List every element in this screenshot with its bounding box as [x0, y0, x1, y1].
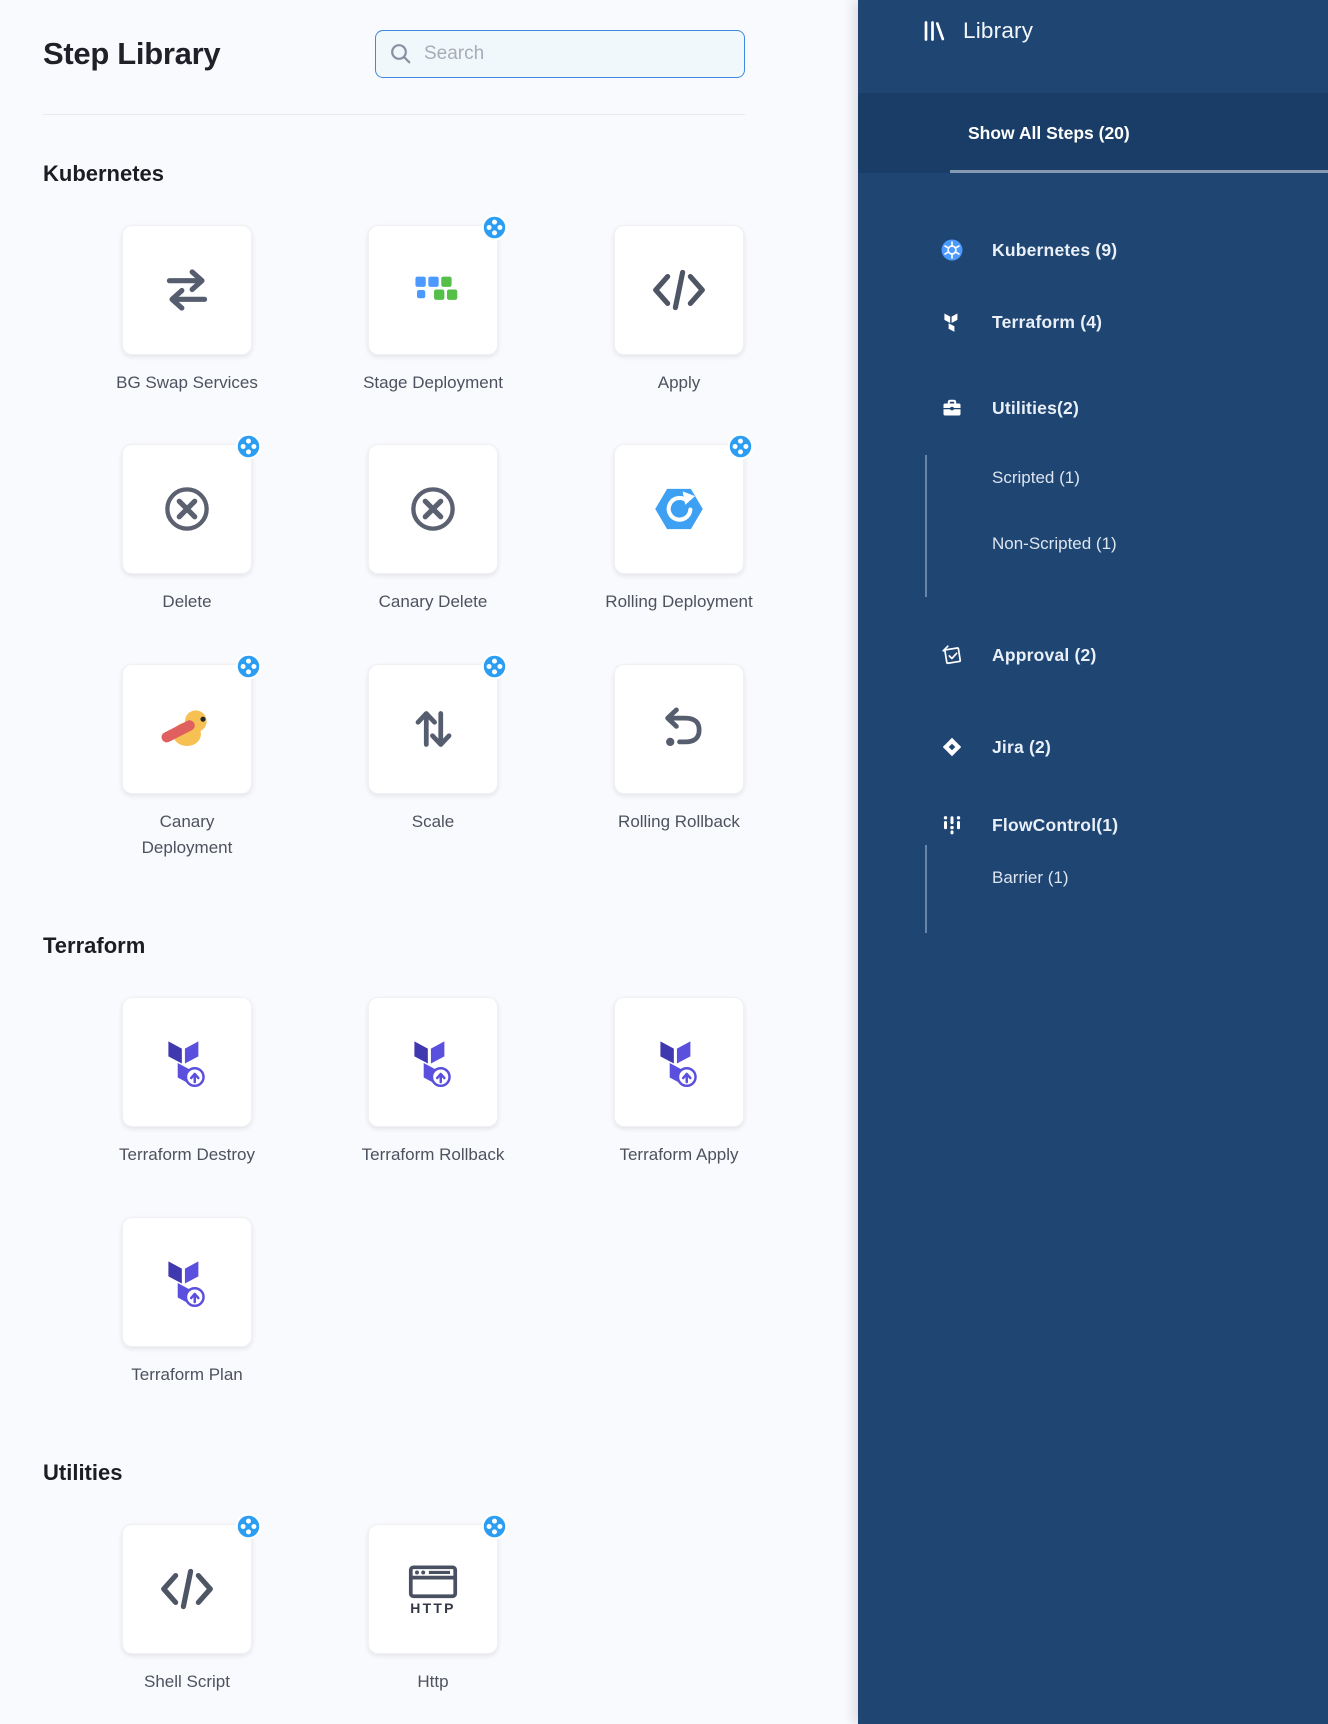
- category-list: [858, 235, 1328, 933]
- step-cell: [310, 225, 556, 396]
- step-cell: [64, 225, 310, 396]
- badge-dots-icon: [235, 653, 262, 680]
- sidebar-category-utilities-2[interactable]: [858, 393, 1328, 423]
- badge-dots-icon: [481, 1513, 508, 1540]
- step-cell: [64, 997, 310, 1168]
- step-card-terraform-rollback[interactable]: [368, 997, 498, 1127]
- step-grid: [64, 997, 858, 1436]
- category-label: Approval (2): [992, 644, 1097, 665]
- terraform-icon: [156, 1031, 218, 1093]
- http-browser-icon: [402, 1558, 464, 1620]
- swap-arrows-icon: [156, 259, 218, 321]
- step-card-shell-script[interactable]: [122, 1524, 252, 1654]
- step-label: Rolling Deployment: [605, 592, 753, 612]
- step-library-header: [43, 30, 745, 78]
- header-divider: [43, 114, 745, 115]
- step-card-terraform-plan[interactable]: [122, 1217, 252, 1347]
- step-card-terraform-destroy[interactable]: [122, 997, 252, 1127]
- section-heading: Utilities: [43, 1460, 123, 1486]
- step-grid: [64, 1524, 858, 1724]
- subcategory-group: [925, 845, 1328, 933]
- section-kubernetes: [43, 161, 858, 909]
- jira-diamond-icon: [940, 735, 964, 759]
- terraform-icon: [648, 1031, 710, 1093]
- step-card-rolling-rollback[interactable]: [614, 664, 744, 794]
- delete-circle-icon: [402, 478, 464, 540]
- step-label: Terraform Apply: [619, 1145, 739, 1165]
- step-cell: [556, 997, 802, 1168]
- badge-dots-icon: [481, 214, 508, 241]
- terraform-logo-icon: [940, 310, 964, 334]
- stage-squares-icon: [402, 259, 464, 321]
- kubernetes-icon: [940, 238, 964, 262]
- step-group-badge-icon: [481, 214, 508, 241]
- briefcase-icon: [940, 396, 964, 420]
- sidebar-category-jira-2[interactable]: [858, 732, 1328, 762]
- category-label: Jira (2): [992, 736, 1051, 757]
- library-drawer: [858, 0, 1328, 1724]
- flow-control-sliders-icon: [940, 813, 964, 837]
- step-sections: [43, 161, 858, 1724]
- sidebar-subcategory-barrier-1[interactable]: Barrier (1): [992, 868, 1069, 887]
- step-grid: [64, 225, 858, 909]
- sidebar-category-flowcontrol-1[interactable]: [858, 810, 1328, 840]
- step-cell: [556, 225, 802, 396]
- code-icon: [648, 259, 710, 321]
- step-cell: [64, 1524, 310, 1695]
- step-group-badge-icon: [481, 653, 508, 680]
- library-title: Library: [963, 18, 1034, 43]
- rolling-refresh-hexagon-icon: [648, 478, 710, 540]
- category-label: Utilities(2): [992, 397, 1079, 418]
- step-label: Canary Delete: [378, 592, 488, 612]
- badge-dots-icon: [235, 1513, 262, 1540]
- step-label: Terraform Plan: [131, 1364, 243, 1384]
- step-label: Canary Deployment: [141, 811, 233, 858]
- step-card-bg-swap-services[interactable]: [122, 225, 252, 355]
- library-tab-strip: [858, 93, 1328, 173]
- badge-dots-icon: [727, 433, 754, 460]
- badge-dots-icon: [481, 653, 508, 680]
- step-card-delete[interactable]: [122, 444, 252, 574]
- terraform-icon: [156, 1251, 218, 1313]
- step-label: Terraform Destroy: [118, 1145, 256, 1165]
- terraform-logo-icon: [940, 310, 964, 334]
- step-card-stage-deployment[interactable]: [368, 225, 498, 355]
- step-label: Rolling Rollback: [618, 811, 740, 831]
- step-card-canary-delete[interactable]: [368, 444, 498, 574]
- kubernetes-icon: [940, 238, 964, 262]
- step-card-rolling-deployment[interactable]: [614, 444, 744, 574]
- briefcase-icon: [940, 396, 964, 420]
- step-label: Apply: [657, 373, 701, 392]
- sidebar-category-approval-2[interactable]: [858, 640, 1328, 670]
- approval-check-icon: [940, 643, 964, 667]
- flow-control-sliders-icon: [940, 813, 964, 837]
- step-cell: [556, 664, 802, 862]
- step-cell: [64, 1217, 310, 1388]
- search-box: [375, 30, 745, 78]
- section-heading: Terraform: [43, 933, 146, 959]
- step-group-badge-icon: [235, 433, 262, 460]
- step-label: Shell Script: [144, 1672, 230, 1692]
- sidebar-subcategory-non-scripted-1[interactable]: Non-Scripted (1): [992, 534, 1117, 553]
- step-cell: [64, 664, 310, 862]
- step-label: BG Swap Services: [116, 373, 258, 392]
- category-label: Terraform (4): [992, 311, 1103, 332]
- step-group-badge-icon: [235, 653, 262, 680]
- tab-show-all-steps[interactable]: Show All Steps (20): [968, 122, 1130, 143]
- code-icon: [156, 1558, 218, 1620]
- step-label: Scale: [411, 811, 455, 831]
- delete-circle-icon: [156, 478, 218, 540]
- step-cell: [64, 444, 310, 615]
- category-label: FlowControl(1): [992, 814, 1119, 835]
- step-cell: [310, 997, 556, 1168]
- step-card-apply[interactable]: [614, 225, 744, 355]
- step-cell: [310, 664, 556, 862]
- step-label: Stage Deployment: [363, 373, 503, 392]
- library-icon: [922, 19, 946, 43]
- step-group-badge-icon: [481, 1513, 508, 1540]
- section-terraform: [43, 933, 858, 1436]
- sidebar-category-kubernetes-9[interactable]: [858, 235, 1328, 265]
- step-label: Http: [417, 1672, 449, 1692]
- search-icon: [389, 42, 413, 66]
- section-heading: Kubernetes: [43, 161, 165, 186]
- step-cell: [310, 444, 556, 615]
- step-card-canary-deployment[interactable]: [122, 664, 252, 794]
- step-card-scale[interactable]: [368, 664, 498, 794]
- step-card-terraform-apply[interactable]: [614, 997, 744, 1127]
- badge-dots-icon: [235, 433, 262, 460]
- page-title: Step Library: [43, 36, 221, 71]
- canary-bird-icon: [156, 698, 218, 760]
- scale-arrows-icon: [402, 698, 464, 760]
- subcategory-group: [925, 455, 1328, 597]
- search-input[interactable]: [375, 30, 745, 78]
- step-group-badge-icon: [235, 1513, 262, 1540]
- approval-check-icon: [940, 643, 964, 667]
- step-label: Terraform Rollback: [361, 1145, 505, 1165]
- jira-diamond-icon: [940, 735, 964, 759]
- section-utilities: [43, 1460, 858, 1724]
- step-cell: [556, 444, 802, 615]
- step-card-http[interactable]: [368, 1524, 498, 1654]
- rollback-arrow-icon: [648, 698, 710, 760]
- library-drawer-header: [858, 0, 1328, 62]
- sidebar-subcategory-scripted-1[interactable]: Scripted (1): [992, 468, 1080, 487]
- terraform-icon: [402, 1031, 464, 1093]
- category-label: Kubernetes (9): [992, 239, 1118, 260]
- step-cell: [310, 1524, 556, 1695]
- step-group-badge-icon: [727, 433, 754, 460]
- sidebar-category-terraform-4[interactable]: [858, 307, 1328, 337]
- step-label: Delete: [162, 592, 212, 612]
